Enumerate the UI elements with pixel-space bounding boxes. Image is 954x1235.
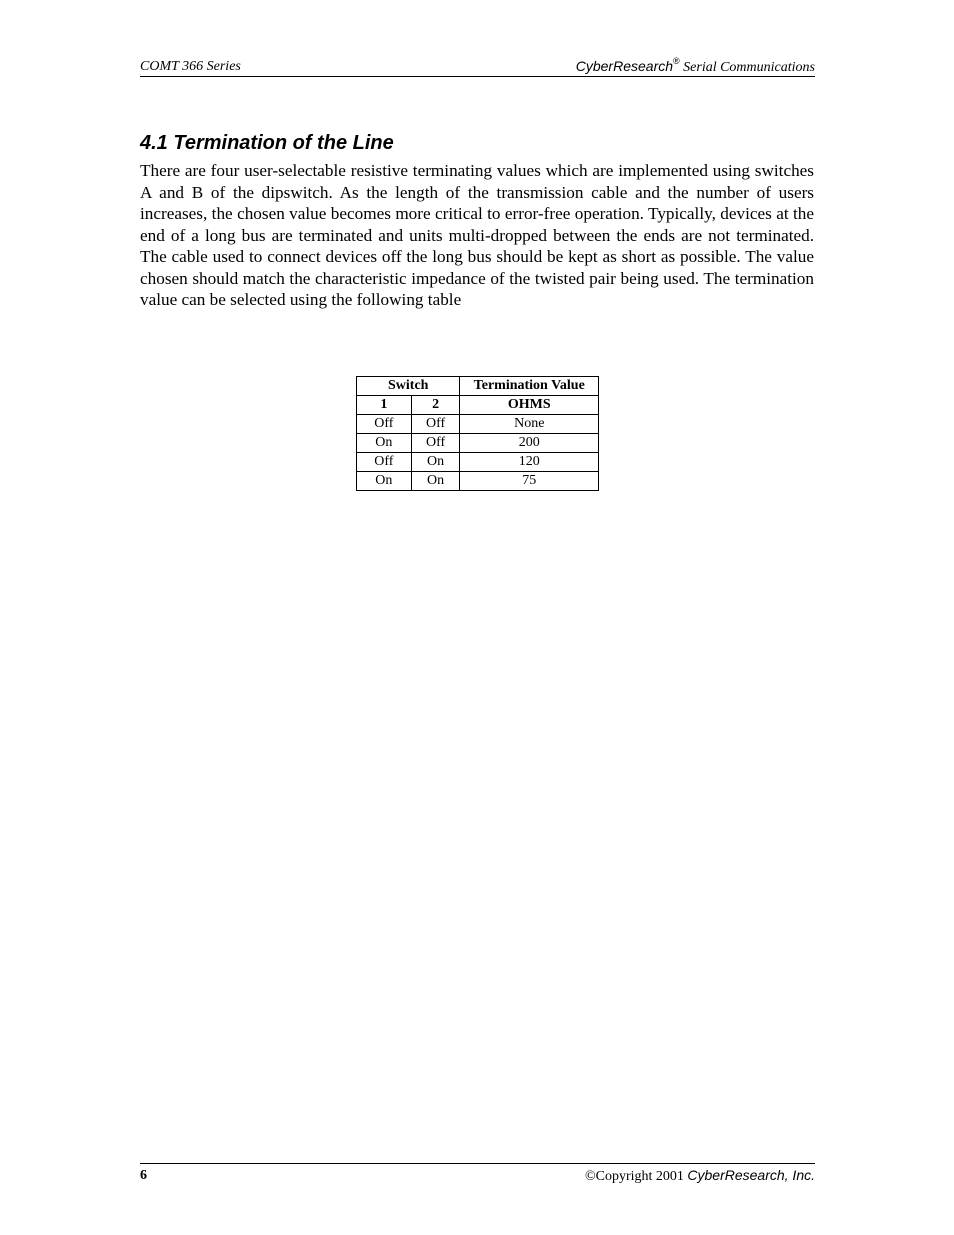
cell-switch-1: Off [357,453,412,472]
table-row [357,472,599,491]
table-row [357,453,599,472]
header-termination-value: Termination Value [460,377,599,396]
subheader-switch-1: 1 [357,396,412,415]
subheader-switch-2: 2 [411,396,460,415]
table-header-row [357,377,599,396]
termination-table [356,376,599,491]
copyright-text: ©Copyright 2001 [584,1169,684,1184]
subheader-ohms: OHMS [460,396,599,415]
brand-name: CyberResearch [575,58,674,74]
header-switch: Switch [357,377,460,396]
cell-switch-2: On [411,453,460,472]
header-subtitle: Serial Communications [683,60,815,75]
cell-ohms: 120 [460,453,599,472]
table-row [357,415,599,434]
section-paragraph: There are four user-selectable resistive terminating values which are implemented using switches A and B of the dipswitch. As the length of the transmission cable and the number of users increases, the chosen value becomes more critical to error-free operation. Typically, devices at the end of a long bus are terminated and units multi-dropped between the ends are not terminated. The cable used to connect devices off the long bus should be kept as short as possible. The value chosen should match the characteristic impedance of the twisted pair being used. The termination value can be selected using the following table [140,161,814,309]
section-title: 4.1 Termination of the Line [140,132,394,154]
cell-ohms: 75 [460,472,599,491]
page-footer [140,1163,815,1188]
cell-switch-2: On [411,472,460,491]
table-subheader-row [357,396,599,415]
registered-mark: ® [673,56,680,66]
header-brand-line [576,56,815,76]
page-header [140,52,815,77]
page-number: 6 [140,1168,147,1183]
cell-ohms: 200 [460,434,599,453]
cell-ohms: None [460,415,599,434]
table-row [357,434,599,453]
company-name: CyberResearch, Inc. [687,1167,815,1183]
cell-switch-2: Off [411,415,460,434]
cell-switch-1: On [357,472,412,491]
cell-switch-1: Off [357,415,412,434]
cell-switch-2: Off [411,434,460,453]
copyright-line [585,1167,815,1185]
cell-switch-1: On [357,434,412,453]
series-title: COMT 366 Series [140,59,241,74]
